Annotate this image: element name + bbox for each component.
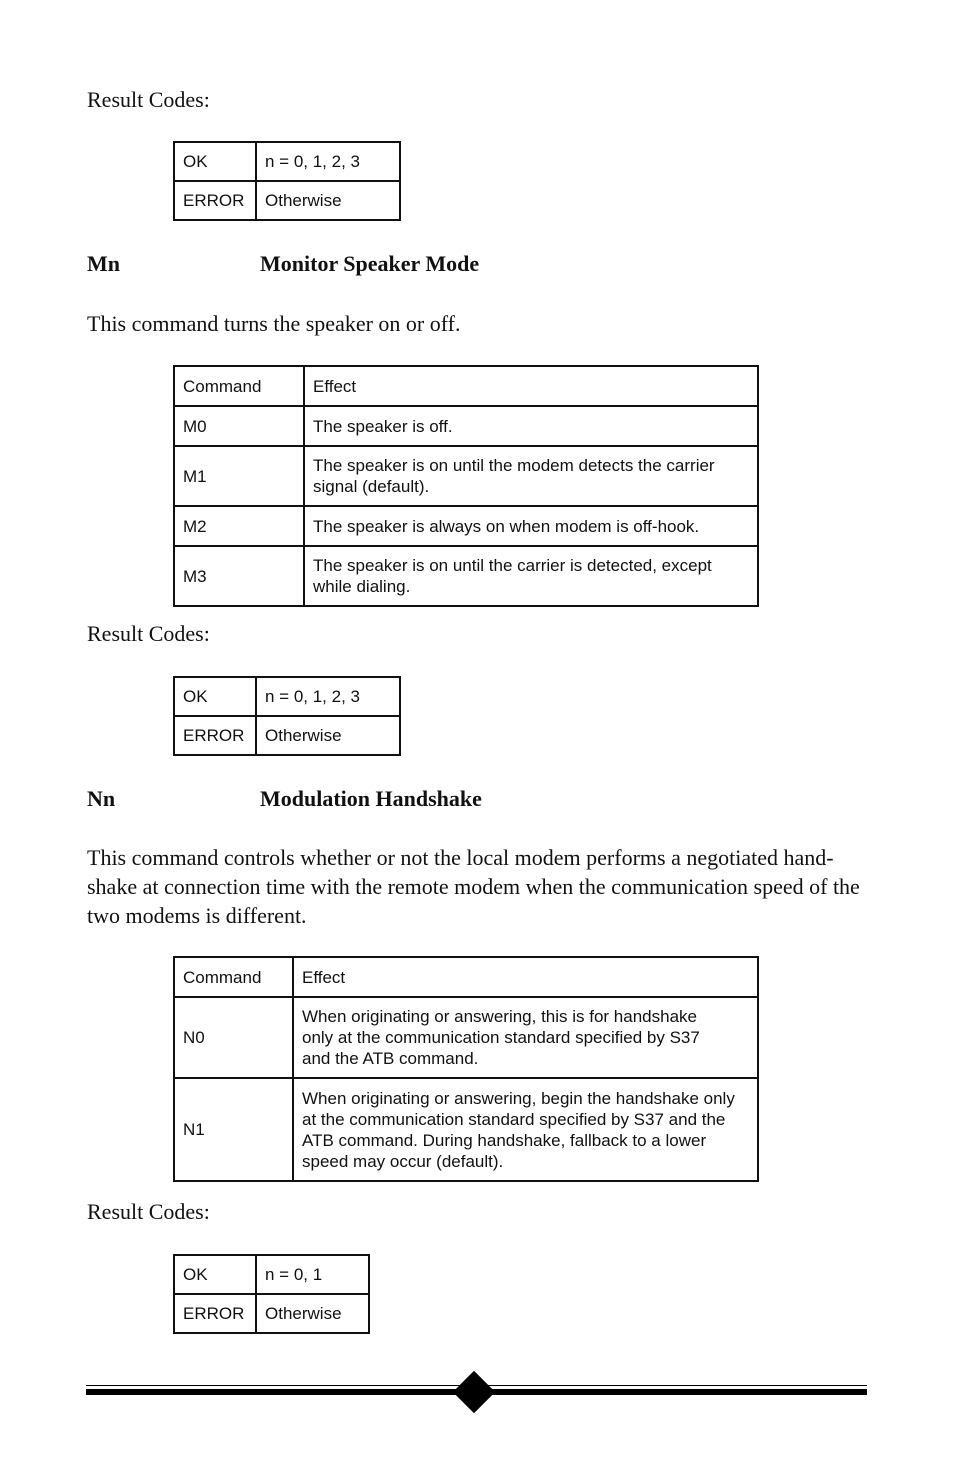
command-description: This command controls whether or not the local modem performs a negotiated hand-shake at connection time with the remote modem when the communication speed of the two modems is different. [87, 845, 860, 928]
table-row [174, 446, 758, 506]
mn-effect-table [173, 365, 759, 607]
section-heading-mn [87, 251, 787, 277]
table-header-cell: Effect [304, 366, 758, 406]
table-row [174, 506, 758, 546]
table-header-row [174, 366, 758, 406]
table-header-cell: Command [174, 957, 293, 997]
table-header-row [174, 957, 758, 997]
section-heading-nn [87, 786, 787, 812]
result-codes-label: Result Codes: [87, 87, 210, 112]
command-code: Nn [87, 786, 116, 811]
diamond-ornament-icon [453, 1371, 495, 1413]
table-row [174, 997, 758, 1078]
table-header-cell: Effect [293, 957, 758, 997]
table-cell: Otherwise [256, 716, 400, 755]
result-codes-table [173, 1254, 370, 1334]
table-cell: n = 0, 1 [256, 1255, 369, 1294]
table-cell: N0 [174, 997, 293, 1078]
table-cell: M0 [174, 406, 304, 446]
command-code: Mn [87, 251, 120, 276]
table-cell: The speaker is on until the carrier is detected, except while dialing. [304, 546, 758, 606]
table-cell: M1 [174, 446, 304, 506]
result-codes-label: Result Codes: [87, 621, 210, 646]
table-cell: Otherwise [256, 1294, 369, 1333]
table-cell: The speaker is off. [304, 406, 758, 446]
table-row [174, 406, 758, 446]
result-codes-label: Result Codes: [87, 1199, 210, 1224]
table-cell: M3 [174, 546, 304, 606]
table-row [174, 1294, 369, 1333]
table-cell: Otherwise [256, 181, 400, 220]
table-cell: OK [174, 677, 256, 716]
table-row [174, 142, 400, 181]
command-description: This command turns the speaker on or off. [87, 311, 461, 336]
table-cell: When originating or answering, begin the handshake only at the communication standard specified by S37 and the ATB command. During handshake, fallback to a lower speed may occur (default). [293, 1078, 758, 1181]
nn-effect-table [173, 956, 759, 1182]
table-row [174, 716, 400, 755]
table-row [174, 1255, 369, 1294]
table-cell: n = 0, 1, 2, 3 [256, 677, 400, 716]
table-cell: The speaker is always on when modem is off-hook. [304, 506, 758, 546]
result-codes-table [173, 676, 401, 756]
result-codes-table [173, 141, 401, 221]
table-cell: N1 [174, 1078, 293, 1181]
table-cell: M2 [174, 506, 304, 546]
table-cell: OK [174, 1255, 256, 1294]
table-cell: ERROR [174, 1294, 256, 1333]
table-row [174, 546, 758, 606]
table-row [174, 677, 400, 716]
table-cell: ERROR [174, 181, 256, 220]
table-row [174, 181, 400, 220]
table-header-cell: Command [174, 366, 304, 406]
table-cell: OK [174, 142, 256, 181]
table-cell: n = 0, 1, 2, 3 [256, 142, 400, 181]
table-cell: ERROR [174, 716, 256, 755]
table-cell: The speaker is on until the modem detects the carrier signal (default). [304, 446, 758, 506]
table-row [174, 1078, 758, 1181]
table-cell: When originating or answering, this is for handshake only at the communication standard specified by S37 and the ATB command. [293, 997, 758, 1078]
command-title: Modulation Handshake [260, 786, 482, 811]
command-title: Monitor Speaker Mode [260, 251, 480, 276]
